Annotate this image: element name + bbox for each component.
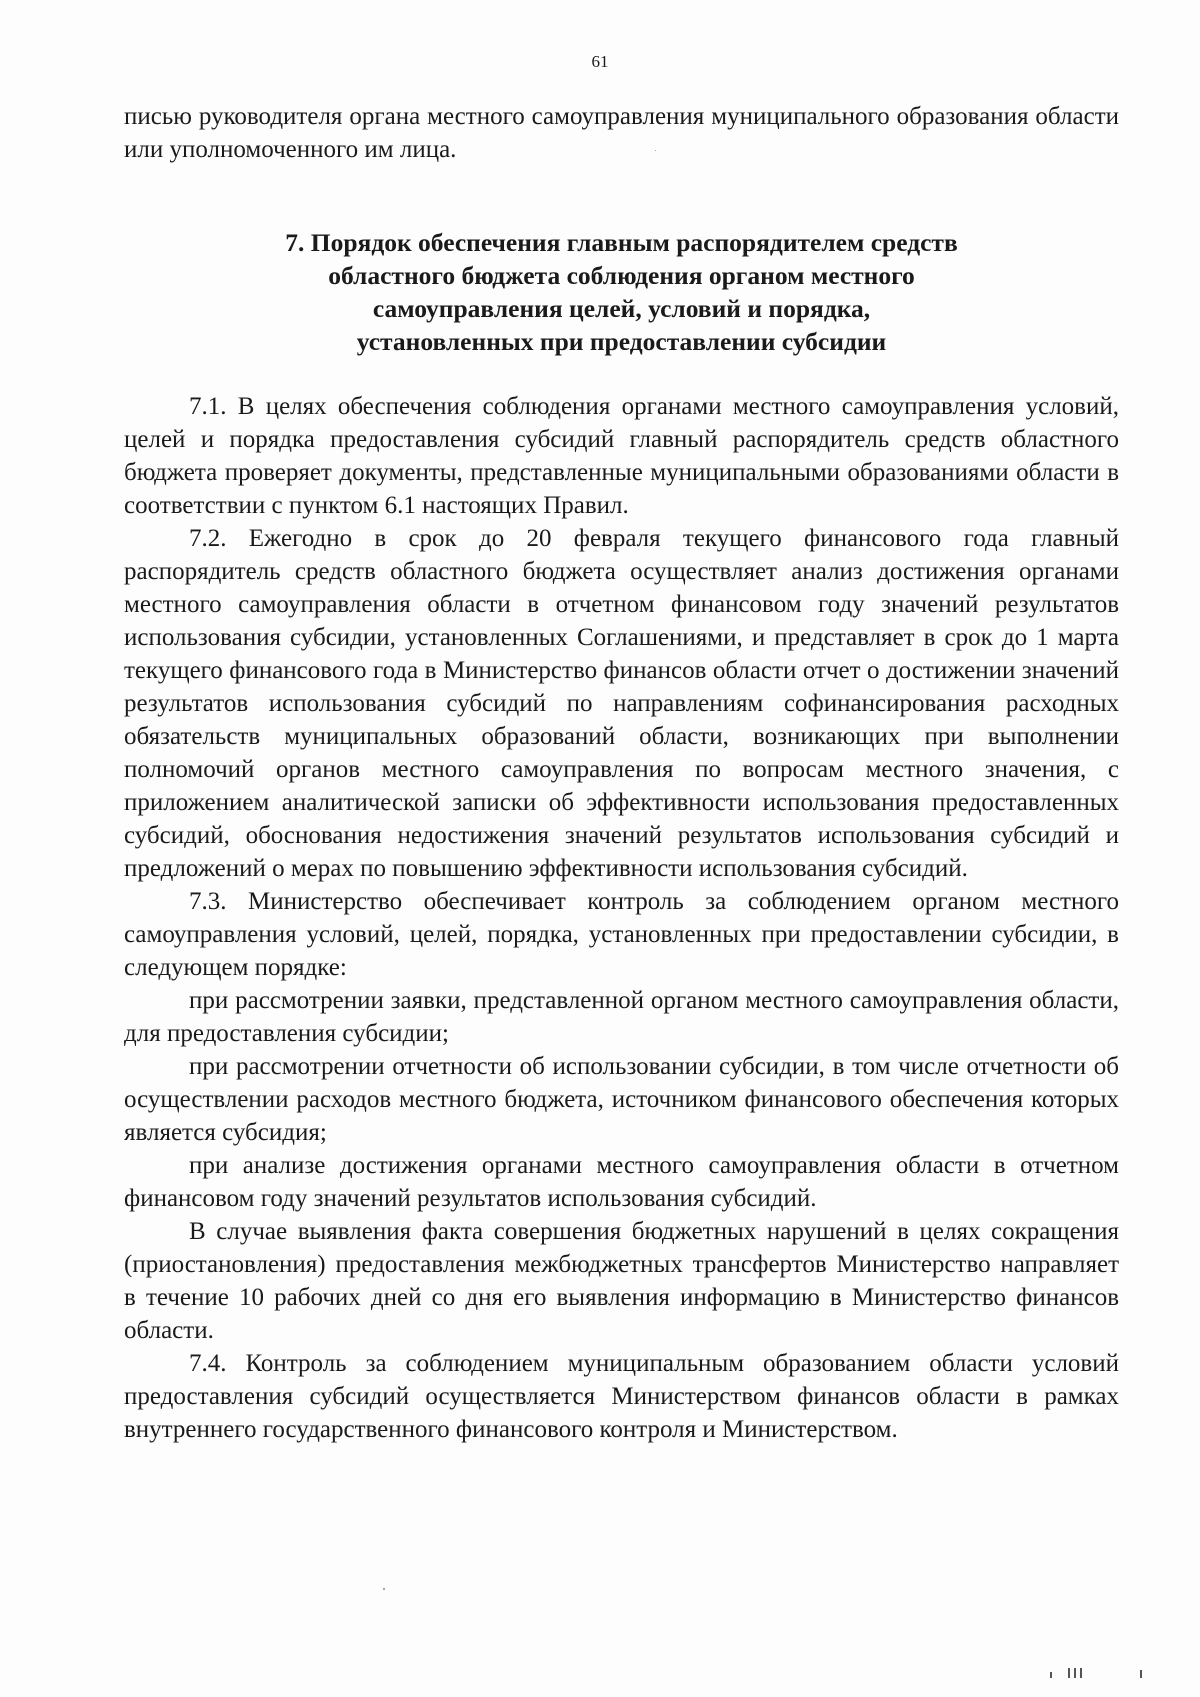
- paragraph-violation: В случае выявления факта совершения бюджетных нарушений в целях сокращения (приостановления) предоставления межбюджетных трансфертов Министерство направляет в течение 10 рабочих дней со дня его выявления информацию в Министерство финансов области.: [124, 1218, 1119, 1344]
- paragraph-7-4: 7.4. Контроль за соблюдением муниципальным образованием области условий предоставления субсидий осуществляется Министерством финансов области в рамках внутреннего государственного финансового контроля и Министерством.: [124, 1350, 1119, 1443]
- paragraph-7-1: 7.1. В целях обеспечения соблюдения органами местного самоуправления условий, целей и порядка предоставления субсидий главный распорядитель средств областного бюджета проверяет документы, представленные муниципальными образованиями области в соответствии с пунктом 6.1 настоящих Правил.: [124, 393, 1119, 519]
- page-number: 61: [591, 52, 609, 71]
- scan-speck: [655, 150, 656, 151]
- continuation-paragraph: писью руководителя органа местного самоуправления муниципального образования области или уполномоченного им лица.: [124, 103, 1119, 163]
- section-heading-line: 7. Порядок обеспечения главным распорядителем средств: [285, 228, 958, 257]
- scan-speck: [383, 1588, 385, 1590]
- paragraph-7-3-item: при анализе достижения органами местного самоуправления области в отчетном финансовом году значений результатов использования субсидий.: [124, 1152, 1119, 1212]
- section-heading-line: установленных при предоставлении субсидии: [356, 327, 887, 356]
- section-heading-line: самоуправления целей, условий и порядка,: [372, 294, 871, 323]
- paragraph-7-2: 7.2. Ежегодно в срок до 20 февраля текущего финансового года главный распорядитель средств областного бюджета осуществляет анализ достижения органами местного самоуправления области в отчетном финансовом году значений результатов использования субсидии, установленных Соглашениями, и представляет в срок до 1 марта текущего финансового года в Министерство финансов области отчет о достижении значений результатов использования субсидий по направлениям софинансирования расходных обязательств муниципальных образований области, возникающих при выполнении полномочий органов местного самоуправления по вопросам местного значения, с приложением аналитической записки об эффективности использования предоставленных субсидий, обоснования недостижения значений результатов использования субсидий и предложений о мерах по повышению эффективности использования субсидий.: [124, 525, 1119, 882]
- section-body: [124, 390, 1119, 1446]
- section-heading: [124, 226, 1119, 358]
- section-heading-line: областного бюджета соблюдения органом местного: [328, 261, 915, 290]
- continuation-block: [124, 100, 1119, 166]
- paragraph-7-3: 7.3. Министерство обеспечивает контроль за соблюдением органом местного самоуправления условий, целей, порядка, установленных при предоставлении субсидии, в следующем порядке:: [124, 888, 1119, 981]
- paragraph-7-3-item: при рассмотрении отчетности об использовании субсидии, в том числе отчетности об осуществлении расходов местного бюджета, источником финансового обеспечения которых является субсидия;: [124, 1053, 1119, 1146]
- paragraph-7-3-item: при рассмотрении заявки, представленной органом местного самоуправления области, для предоставления субсидии;: [124, 987, 1119, 1047]
- scan-edge-marks: [1040, 1660, 1160, 1678]
